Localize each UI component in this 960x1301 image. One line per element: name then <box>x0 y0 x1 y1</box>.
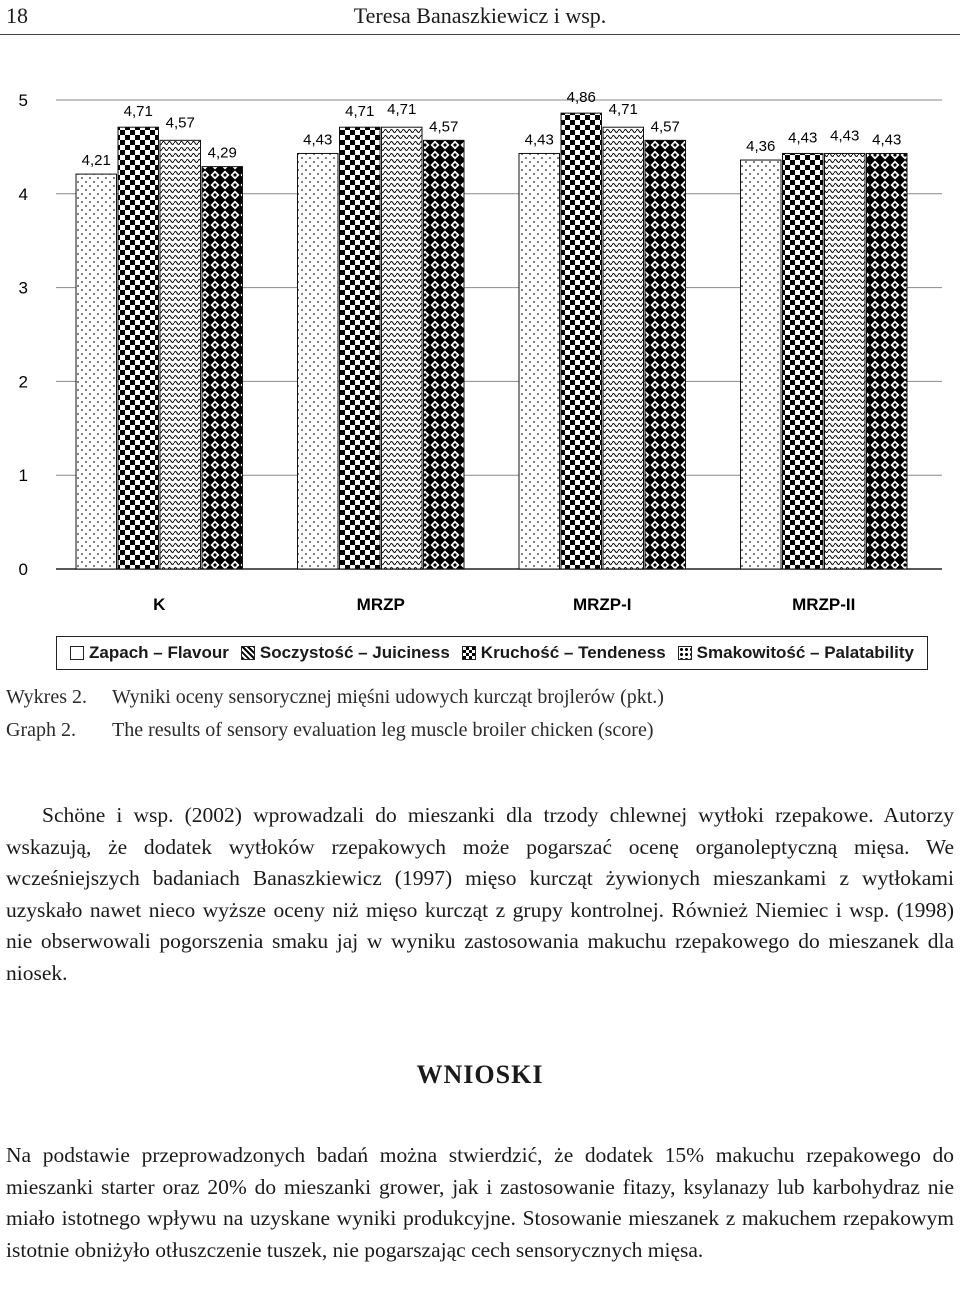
bar <box>160 140 201 569</box>
caption-text: Wyniki oceny sensorycznej mięśni udowych kurcząt brojlerów (pkt.) <box>112 686 664 708</box>
data-label: 4,57 <box>165 114 195 132</box>
figure-caption-en <box>6 719 653 742</box>
bar <box>382 127 423 569</box>
figure-caption-pl <box>6 686 664 709</box>
caption-label: Wykres 2. <box>6 686 87 708</box>
legend-swatch-diamond <box>678 646 692 660</box>
y-tick-label: 3 <box>18 278 28 298</box>
bars <box>76 113 907 569</box>
legend-swatch-dots <box>70 646 84 660</box>
legend-label: Smakowitość – Palatability <box>696 643 914 662</box>
chart-legend <box>56 636 928 670</box>
bar <box>298 153 339 569</box>
legend-item-tendeness <box>462 643 666 663</box>
data-label: 4,71 <box>387 101 417 119</box>
data-label: 4,43 <box>788 129 818 147</box>
bar-chart <box>0 80 960 620</box>
data-label: 4,36 <box>746 138 776 156</box>
category-label: MRZP-I <box>572 595 632 614</box>
page-number: 18 <box>6 3 28 28</box>
legend-label: Kruchość – Tendeness <box>480 643 666 662</box>
category-label: MRZP <box>356 595 405 614</box>
legend-swatch-hatched <box>241 646 255 660</box>
bar <box>561 113 602 569</box>
category-label: MRZP-II <box>792 595 856 614</box>
legend-item-flavour <box>70 643 229 663</box>
caption-text: The results of sensory evaluation leg muscle broiler chicken (score) <box>112 719 654 741</box>
data-label: 4,71 <box>608 101 638 119</box>
page-header <box>0 0 960 35</box>
bar <box>741 160 782 569</box>
y-tick-label: 4 <box>18 184 28 204</box>
data-label: 4,29 <box>207 144 237 162</box>
y-tick-labels <box>19 91 28 579</box>
data-label: 4,86 <box>566 89 596 107</box>
running-head: Teresa Banaszkiewicz i wsp. <box>353 3 607 28</box>
bar <box>118 127 159 569</box>
data-label: 4,43 <box>303 131 333 149</box>
data-labels <box>82 89 902 169</box>
bar <box>603 127 644 569</box>
legend-item-palatability <box>678 643 914 663</box>
legend-label: Zapach – Flavour <box>89 643 229 662</box>
data-label: 4,57 <box>429 118 459 136</box>
legend-swatch-checker <box>462 646 476 660</box>
data-label: 4,21 <box>81 152 111 170</box>
data-label: 4,71 <box>123 103 153 121</box>
bar <box>519 153 560 569</box>
bar <box>340 127 381 569</box>
category-label: K <box>153 595 166 614</box>
bar <box>424 140 465 569</box>
bar <box>76 174 117 569</box>
bar <box>825 153 866 569</box>
legend-label: Soczystość – Juiciness <box>259 643 450 662</box>
data-label: 4,57 <box>650 118 680 136</box>
bar <box>202 167 243 569</box>
data-label: 4,43 <box>830 127 860 145</box>
bar <box>645 140 686 569</box>
category-labels <box>153 595 855 614</box>
y-tick-label: 0 <box>18 560 28 579</box>
body-paragraph: Schöne i wsp. (2002) wprowadzali do mieszanki dla trzody chlewnej wytłoki rzepakowe. Autorzy wskazują, że dodatek wytłoków rzepakowych może pogarszać ocenę organoleptyczną mięsa. We wcześniejszych badaniach Banaszkiewicz (1997) mięso kurcząt żywionych mieszankami z wytłokami uzyskało nawet nieco wyższe oceny niż mięso kurcząt z grupy kontrolnej. Również Niemiec i wsp. (1998) nie obserwowali pogorszenia smaku jaj w wyniku zastosowania makuchu rzepakowego do mieszanek dla niosek. <box>6 803 954 985</box>
conclusions-paragraph: Na podstawie przeprowadzonych badań można stwierdzić, że dodatek 15% makuchu rzepakowego do mieszanki starter oraz 20% do mieszanki grower, jak i zastosowanie fitazy, ksylanazy lub karbohydraz nie miało istotnego wpływu na uzyskane wyniki produkcyjne. Stosowanie mieszanek z makuchem rzepakowym istotnie obniżyło otłuszczenie tuszek, nie pogarszając cech sensorycznych mięsa. <box>6 1143 954 1262</box>
bar <box>783 153 824 569</box>
bar <box>867 153 908 569</box>
caption-label: Graph 2. <box>6 719 76 741</box>
data-label: 4,71 <box>345 103 375 121</box>
y-tick-label: 1 <box>18 466 28 486</box>
data-label: 4,43 <box>524 131 554 149</box>
legend-item-juiciness <box>241 643 450 663</box>
y-tick-label: 2 <box>18 372 28 392</box>
data-label: 4,43 <box>872 131 902 149</box>
y-tick-label: 5 <box>18 91 28 110</box>
section-heading: WNIOSKI <box>416 1060 544 1089</box>
